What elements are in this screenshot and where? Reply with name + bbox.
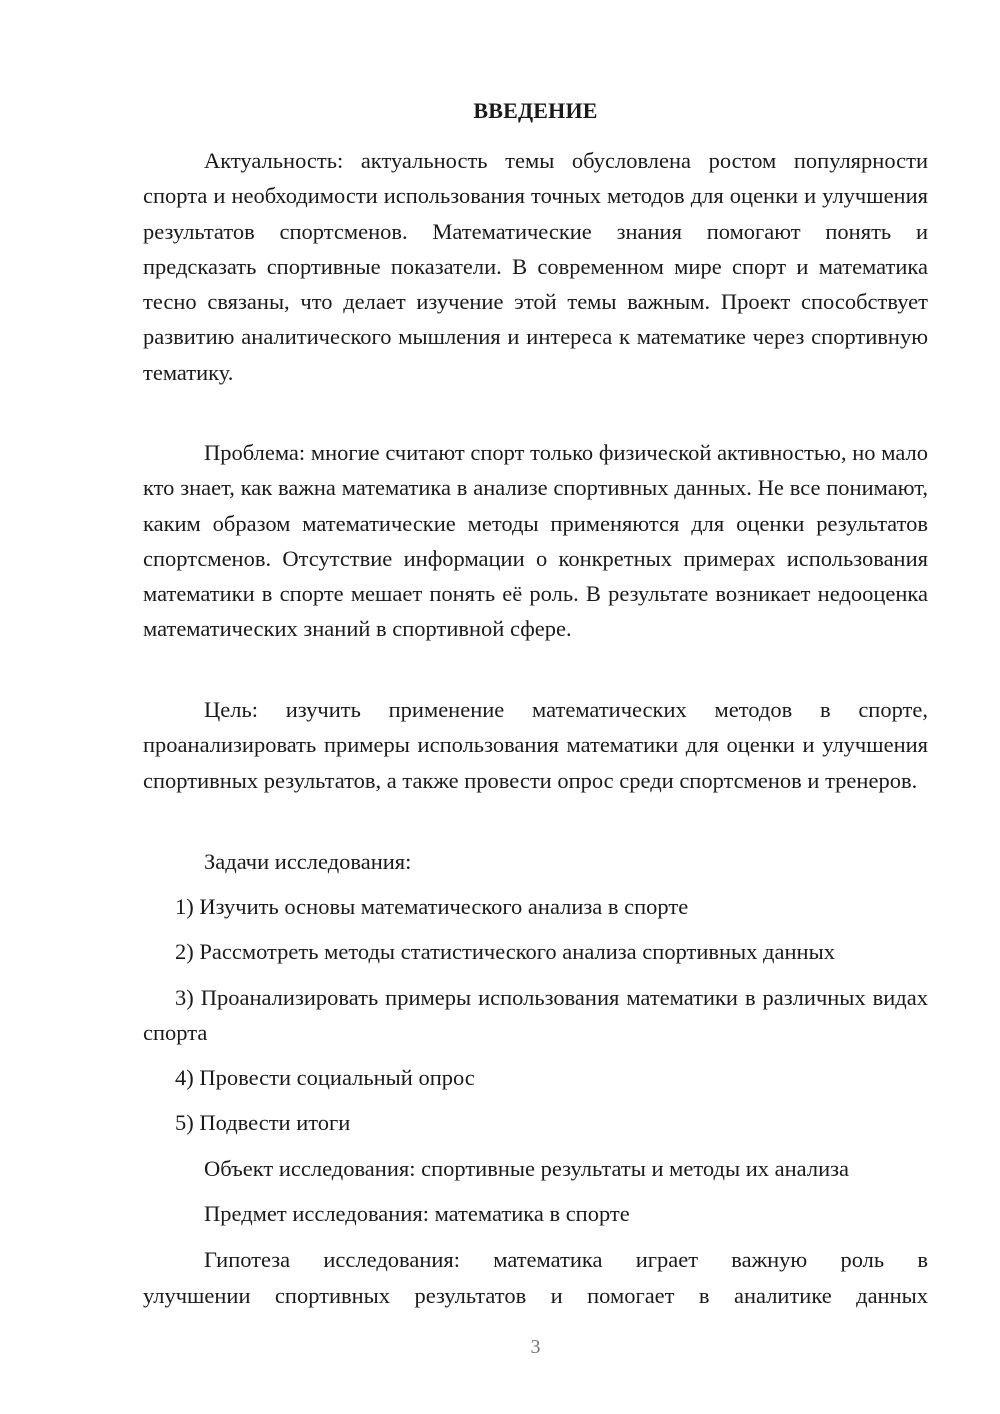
research-hypothesis-continued: улучшении спортивных результатов и помогает в аналитике данных [143,1283,928,1308]
tasks-heading: Задачи исследования: [204,849,412,874]
research-subject: Предмет исследования: математика в спорте [204,1201,630,1226]
page-number: 3 [530,1336,541,1358]
task-item-2: 2) Рассмотреть методы статистического анализа спортивных данных [175,939,835,964]
research-object: Объект исследования: спортивные результаты и методы их анализа [204,1156,849,1181]
section-title: ВВЕДЕНИЕ [473,98,598,123]
research-hypothesis: Гипотеза исследования: математика играет важную роль в [204,1247,928,1272]
task-item-5: 5) Подвести итоги [175,1110,351,1135]
paragraph-problem: Проблема: многие считают спорт только физической активностью, но мало кто знает, как важна математика в анализе спортивных данных. Не все понимают, каким образом математические методы применяются для оценки результатов спортсменов. Отсутствие информации о конкретных примерах использования математики в спорте мешает понять её роль. В результате возникает недооценка математических знаний в спортивной сфере. [143,440,928,642]
task-item-3: 3) Проанализировать примеры использования математики в различных видах спорта [143,985,928,1046]
task-item-4: 4) Провести социальный опрос [175,1065,475,1090]
task-item-1: 1) Изучить основы математического анализа в спорте [175,894,689,919]
paragraph-relevance: Актуальность: актуальность темы обусловлена ростом популярности спорта и необходимости использования точных методов для оценки и улучшения результатов спортсменов. Математические знания помогают понять и предсказать спортивные показатели. В современном мире спорт и математика тесно связаны, что делает изучение этой темы важным. Проект способствует развитию аналитического мышления и интереса к математике через спортивную тематику. [143,148,928,385]
paragraph-goal: Цель: изучить применение математических методов в спорте, проанализировать примеры использования математики для оценки и улучшения спортивных результатов, а также провести опрос среди спортсменов и тренеров. [143,697,928,793]
